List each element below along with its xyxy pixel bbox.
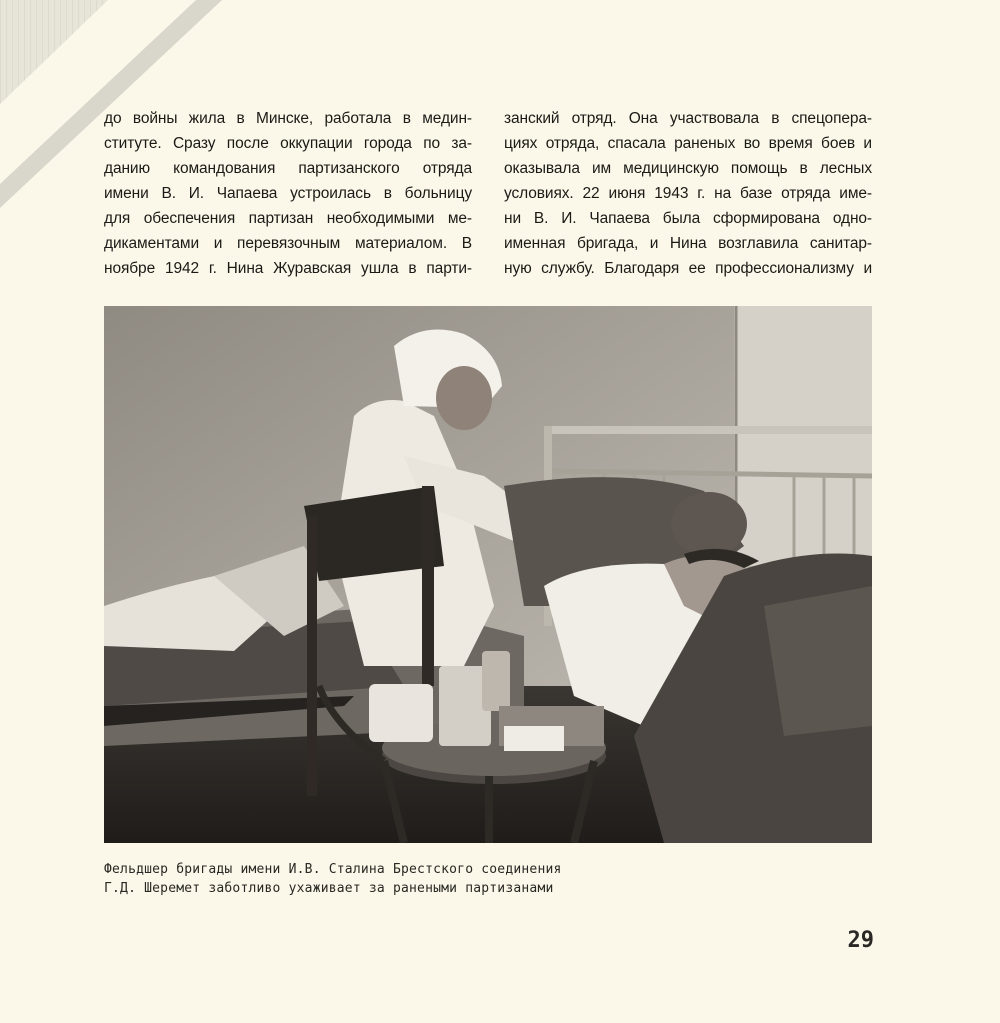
- page-number: 29: [847, 928, 874, 953]
- text-line: дикаментами и перевязочным материалом. В: [104, 235, 472, 252]
- text-line: ную службу. Благодаря ее профессионализму и: [504, 260, 872, 277]
- text-line: до войны жила в Минске, работала в медин-: [104, 110, 472, 127]
- caption-line: Г.Д. Шеремет заботливо ухаживает за ранеными партизанами: [104, 881, 554, 896]
- text-line: циях отряда, спасала раненых во время боев и: [504, 135, 872, 152]
- text-line: именная бригада, и Нина возглавила санитар-: [504, 235, 872, 252]
- text-column-left: [104, 106, 472, 281]
- text-line: имени В. И. Чапаева устроилась в больницу: [104, 185, 472, 202]
- text-line: для обеспечения партизан необходимыми ме-: [104, 210, 472, 227]
- photo-caption: [104, 860, 562, 898]
- archival-photo: [104, 306, 872, 843]
- text-line: ституте. Сразу после оккупации города по за-: [104, 135, 472, 152]
- text-column-right: [504, 106, 872, 281]
- text-line: занский отряд. Она участвовала в спецопера-: [504, 110, 872, 127]
- text-line: оказывала им медицинскую помощь в лесных: [504, 160, 872, 177]
- text-line: ни В. И. Чапаева была сформирована одно-: [504, 210, 872, 227]
- text-line: ноябре 1942 г. Нина Журавская ушла в парти-: [104, 260, 472, 277]
- text-line: условиях. 22 июня 1943 г. на базе отряда име-: [504, 185, 872, 202]
- text-line: данию командования партизанского отряда: [104, 160, 472, 177]
- photo-illustration: [104, 306, 872, 843]
- caption-line: Фельдшер бригады имени И.В. Сталина Брестского соединения: [104, 862, 562, 877]
